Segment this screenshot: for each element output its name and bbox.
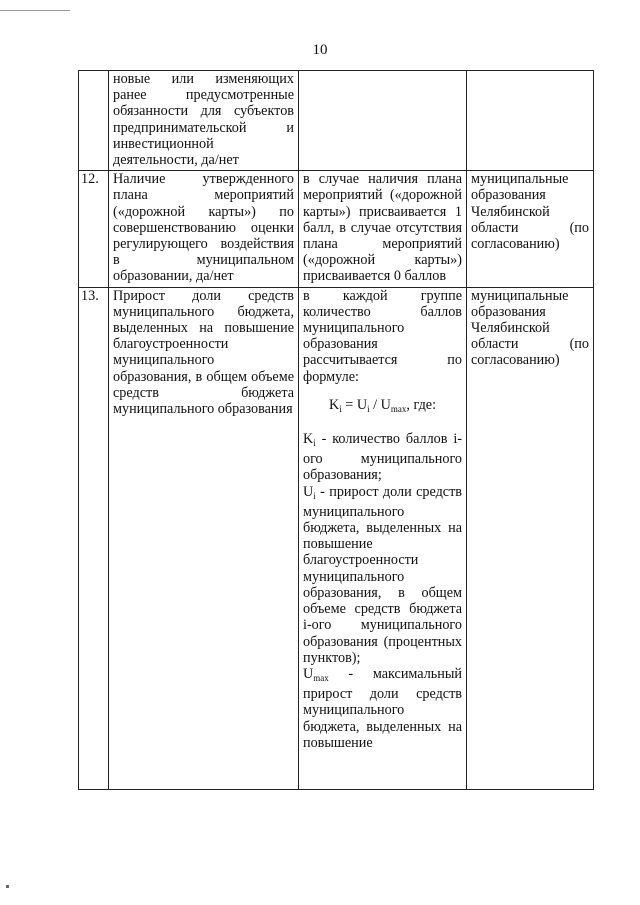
- criterion-cell: новые или изменяющих ранее предусмотренные обязанности для субъектов предпринимательской и инвестиционной деятельности, да/нет: [109, 71, 299, 171]
- method-cell: в случае наличия плана мероприятий («дорожной карты») присваивается 1 балл, в случае отсутствия плана мероприятий («дорожной карты») присваивается 0 баллов: [299, 171, 467, 287]
- definition-u: $U_i$ - прирост доли средств муниципального бюджета, выделенных на повышение благоустроенности муниципального образования, в общем объеме средств бюджета i-ого муниципального образования (процентных пунктов);: [303, 483, 462, 666]
- table-row: [79, 287, 594, 789]
- method-intro: в каждой группе количество баллов муниципального образования рассчитывается по формуле:: [303, 287, 462, 385]
- criteria-table: [78, 70, 594, 790]
- row-number: [79, 71, 109, 171]
- scan-mark: [6, 885, 9, 888]
- responsible-cell: [467, 71, 594, 171]
- row-number: 13.: [79, 287, 109, 789]
- scan-mark: [0, 10, 70, 11]
- method-cell: [299, 287, 467, 789]
- table-row: [79, 171, 594, 287]
- definition-umax: $U_{max}$ - максимальный прирост доли средств муниципального бюджета, выделенных на повышение: [303, 665, 462, 751]
- table-row: [79, 71, 594, 171]
- criterion-cell: Прирост доли средств муниципального бюджета, выделенных на повышение благоустроенности муниципального образования, в общем объеме средств бюджета муниципального образования: [109, 287, 299, 789]
- method-cell: [299, 71, 467, 171]
- definition-k: $K_i$ - количество баллов i-ого муниципального образования;: [303, 431, 462, 484]
- criterion-cell: Наличие утвержденного плана мероприятий («дорожной карты») по совершенствованию оценки регулирующего воздействия в муниципальном образовании, да/нет: [109, 171, 299, 287]
- row-number: 12.: [79, 171, 109, 287]
- responsible-cell: муниципальные образования Челябинской области (по согласованию): [467, 287, 594, 789]
- responsible-cell: муниципальные образования Челябинской области (по согласованию): [467, 171, 594, 287]
- page-number: 10: [312, 42, 328, 58]
- formula: $K_i = U_i / U_{max}$, где:: [328, 396, 437, 414]
